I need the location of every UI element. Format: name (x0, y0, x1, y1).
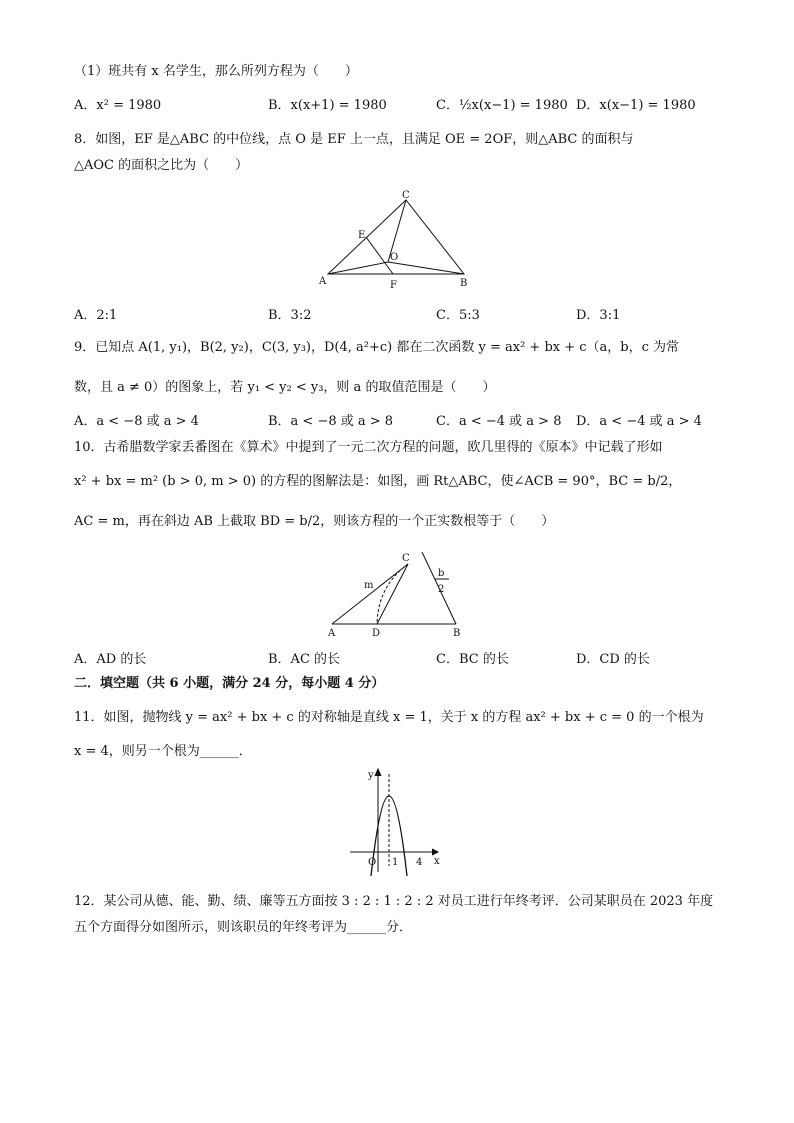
q9-option-d: D．a < −4 或 a > 4 (576, 414, 702, 429)
q8-label-e: E (358, 230, 366, 241)
q8-label-c: C (402, 190, 410, 201)
q9-stem-line2: 数，且 a ≠ 0）的图象上，若 y₁ < y₂ < y₃，则 a 的取值范围是（ ） (74, 380, 496, 395)
q9-option-a: A．a < −8 或 a > 4 (74, 414, 199, 429)
q10-option-b: B．AC 的长 (268, 652, 341, 667)
q10-stem-line1: 10．古希腊数学家丢番图在《算术》中提到了一元二次方程的问题，欧几里得的《原本》中记载了形如 (74, 440, 663, 455)
q10-side-ac (332, 564, 408, 624)
q10-label-c: C (402, 553, 410, 564)
q9-option-c: C．a < −4 或 a > 8 (436, 414, 562, 429)
q8-option-b: B．3:2 (268, 308, 312, 323)
q10-stem-line2: x² + bx = m² (b > 0, m > 0) 的方程的图解法是：如图，画 Rt△ABC，使∠ACB = 90°，BC = b/2， (74, 474, 682, 489)
q11-stem-line2: x = 4，则另一个根为______． (74, 744, 252, 759)
q10-stem-line3: AC = m，再在斜边 AB 上截取 BD = b/2，则该方程的一个正实数根等于（ ） (74, 514, 555, 529)
q8-label-b: B (460, 278, 468, 289)
q8-segment-bo (388, 262, 464, 274)
q10-option-d: D．CD 的长 (576, 652, 650, 667)
q11-y-axis-arrow (375, 769, 381, 776)
q7-option-a: A．x² = 1980 (74, 98, 162, 113)
q11-label-o: O (368, 857, 377, 868)
q10-label-b: B (453, 628, 461, 639)
q12-stem-line1: 12．某公司从德、能、勤、绩、廉等五方面按 3 : 2 : 1 : 2 : 2 对员工进行年终考评．公司某职员在 2023 年度 (74, 894, 714, 909)
q8-label-o: O (390, 252, 399, 263)
q7-option-d: D．x(x−1) = 1980 (576, 98, 696, 113)
q11-stem-line1: 11．如图，抛物线 y = ax² + bx + c 的对称轴是直线 x = 1，关于 x 的方程 ax² + bx + c = 0 的一个根为 (74, 710, 704, 725)
q10-label-a: A (328, 628, 336, 639)
q11-parabola-figure (346, 766, 456, 878)
q10-option-c: C．BC 的长 (436, 652, 509, 667)
q7-option-c: C．½x(x−1) = 1980 (436, 98, 568, 113)
q8-label-f: F (390, 280, 397, 291)
q10-label-b-num: b (438, 568, 445, 579)
q8-label-a: A (319, 276, 327, 287)
q8-option-c: C．5:3 (436, 308, 480, 323)
q11-label-4: 4 (416, 857, 423, 868)
q10-label-m: m (364, 580, 374, 591)
q10-segment-cd (377, 564, 408, 624)
q11-label-1: 1 (392, 857, 399, 868)
q8-option-d: D．3:1 (576, 308, 621, 323)
q10-label-b-den: 2 (438, 584, 445, 595)
q7-stem: （1）班共有 x 名学生，那么所列方程为（ ） (74, 64, 358, 79)
q10-diophantus-figure (322, 548, 472, 640)
q8-stem-line2: △AOC 的面积之比为（ ） (74, 158, 249, 173)
q8-midline-ef (366, 237, 393, 274)
q11-label-x: x (434, 856, 440, 867)
q8-stem-line1: 8．如图，EF 是△ABC 的中位线，点 O 是 EF 上一点，且满足 OE = 2OF，则△ABC 的面积与 (74, 132, 634, 147)
q8-triangle-figure (318, 188, 478, 294)
q9-stem-line1: 9．已知点 A(1, y₁)，B(2, y₂)，C(3, y₃)，D(4, a²+c) 都在二次函数 y = ax² + bx + c（a，b，c 为常 (74, 340, 680, 355)
q8-option-a: A．2:1 (74, 308, 118, 323)
q9-option-b: B．a < −8 或 a > 8 (268, 414, 394, 429)
section-2-heading: 二．填空题（共 6 小题，满分 24 分，每小题 4 分） (74, 676, 385, 691)
q12-stem-line2: 五个方面得分如图所示，则该职员的年终考评为______分． (74, 920, 413, 935)
q8-segment-ao (328, 262, 388, 274)
q10-option-a: A．AD 的长 (74, 652, 147, 667)
q11-label-y: y (368, 770, 374, 781)
q11-x-axis-arrow (432, 849, 438, 855)
q7-option-b: B．x(x+1) = 1980 (268, 98, 387, 113)
q10-label-d: D (372, 628, 381, 639)
